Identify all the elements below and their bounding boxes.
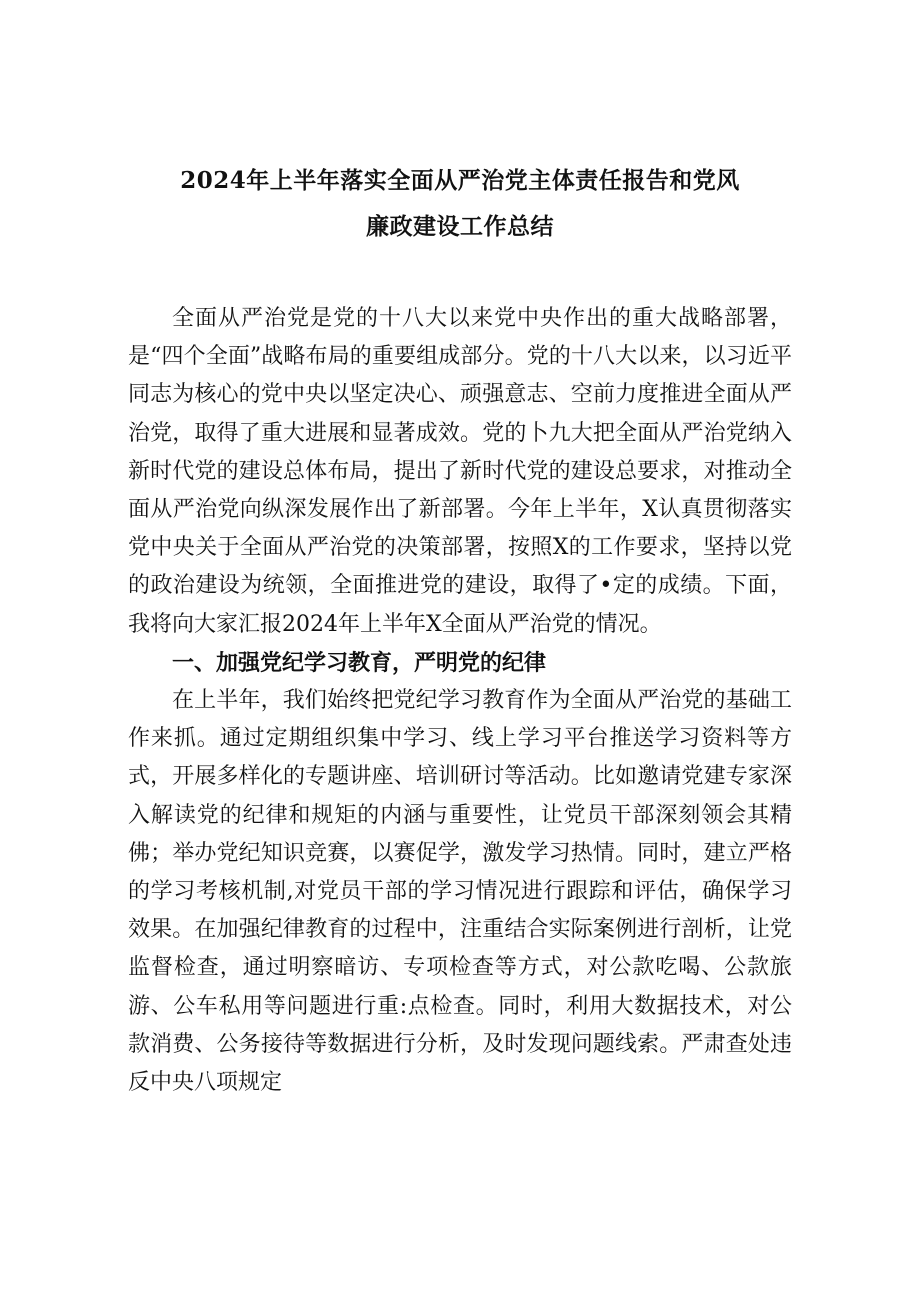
- document-title-line-2: 廉政建设工作总结: [366, 213, 554, 240]
- intro-paragraph: 全面从严治党是党的十八大以来党中央作出的重大战略部署，是“四个全面”战略布局的重要组成部分。党的十八大以来，以习近平同志为核心的党中央以坚定决心、顽强意志、空前力度推进全面从严治党，取得了重大进展和显著成效。党的卜九大把全面从严治党纳入新时代党的建设总体布局，提出了新时代党的建设总要求，对推动全面从严治党向纵深发展作出了新部署。今年上半年，X认真贯彻落实党中央关于全面从严治党的决策部署，按照X的工作要求，坚持以党的政治建设为统领，全面推进党的建设，取得了•定的成绩。下面，我将向大家汇报2024年上半年X全面从严治党的情况。: [128, 306, 792, 637]
- document-title-line-1: 2024年上半年落实全面从严治党主体责任报告和党风: [180, 167, 740, 194]
- document-body: [128, 300, 792, 1102]
- section-1-paragraph: 在上半年，我们始终把党纪学习教育作为全面从严治党的基础工作来抓。通过定期组织集中学习、线上学习平台推送学习资料等方式，开展多样化的专题讲座、培训研讨等活动。比如邀请党建专家深入解读党的纪律和规矩的内涵与重要性，让党员干部深刻领会其精佛；举办党纪知识竞赛，以赛促学，激发学习热情。同时，建立严格的学习考核机制,对党员干部的学习情况进行跟踪和评估，确保学习效果。在加强纪律教育的过程中，注重结合实际案例进行剖析，让党监督检查，通过明察暗访、专项检查等方式，对公款吃喝、公款旅游、公车私用等问题进行重:点检查。同时，利用大数据技术，对公款消费、公务接待等数据进行分析，及时发现问题线索。严肃查处违反中央八项规定: [128, 688, 792, 1096]
- section-heading-1: 一、加强党纪学习教育，严明党的纪律: [172, 649, 547, 676]
